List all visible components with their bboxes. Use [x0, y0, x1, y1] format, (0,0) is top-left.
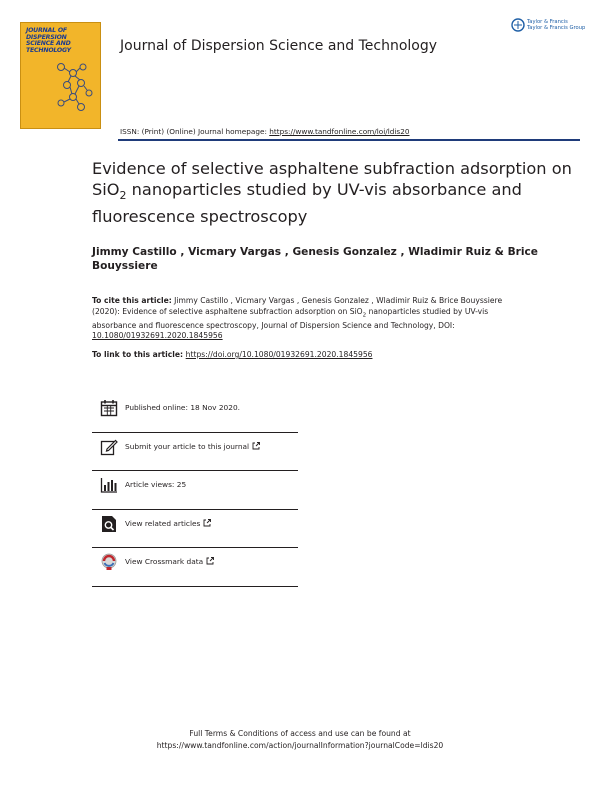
crossmark-icon	[100, 553, 118, 571]
issn-line	[120, 127, 410, 136]
published-row	[92, 394, 298, 433]
external-link-icon	[203, 519, 211, 527]
title-subscript: 2	[119, 189, 127, 203]
cover-title-line: TECHNOLOGY	[26, 46, 71, 54]
related-articles-label: View related articles	[125, 518, 201, 528]
citation-text: nanoparticles studied by UV-vis absorbance and fluorescence spectroscopy, Journal of Dispersion Science and Technology, DOI:	[92, 306, 489, 330]
citation-label: To cite this article:	[92, 296, 172, 305]
article-actions	[92, 394, 298, 587]
crossmark-link[interactable]	[125, 557, 214, 566]
related-articles-link[interactable]	[125, 519, 211, 528]
publisher-logo[interactable]	[511, 18, 585, 32]
publisher-logo-icon	[511, 18, 525, 32]
link-label: To link to this article:	[92, 350, 186, 359]
journal-homepage-link[interactable]: https://www.tandfonline.com/loi/ldis20	[269, 127, 410, 136]
external-link-icon	[252, 442, 260, 450]
header-rule	[118, 139, 580, 141]
calendar-icon	[100, 399, 118, 417]
related-articles-icon	[100, 515, 118, 533]
terms-link[interactable]: https://www.tandfonline.com/action/journalInformation?journalCode=ldis20	[156, 740, 444, 750]
article-doi-link[interactable]: https://doi.org/10.1080/01932691.2020.1845956	[185, 350, 373, 359]
terms-text: Full Terms & Conditions of access and use can be found at	[189, 729, 411, 738]
crossmark-row[interactable]	[92, 548, 298, 587]
cover-title	[26, 28, 98, 54]
doi-link[interactable]: 10.1080/01932691.2020.1845956	[92, 331, 223, 341]
publisher-line: Taylor & Francis	[527, 19, 568, 25]
published-date: Published online: 18 Nov 2020.	[125, 403, 240, 412]
terms-footer	[0, 728, 600, 751]
title-text: nanoparticles studied by UV-vis absorbance and fluorescence spectroscopy	[92, 180, 522, 227]
article-views: Article views: 25	[125, 480, 187, 490]
cover-molecule-art	[51, 59, 97, 119]
submit-article-label: Submit your article to this journal	[125, 441, 250, 451]
cover-title-line: SCIENCE AND	[26, 40, 71, 48]
authors: Jimmy Castillo , Vicmary Vargas , Genesis Gonzalez , Wladimir Ruiz & Brice Bouyssiere	[92, 246, 538, 272]
issn-prefix: ISSN: (Print) (Online) Journal homepage:	[120, 127, 270, 136]
citation-text: Jimmy Castillo , Vicmary Vargas , Genesis Gonzalez , Wladimir Ruiz & Brice Bouyssiere (2020): Evidence of selective asphaltene subfraction adsorption on SiO	[92, 296, 503, 316]
citation-subscript: 2	[362, 312, 367, 319]
citation	[92, 296, 532, 342]
title-text: Evidence of selective asphaltene subfraction adsorption on SiO	[92, 159, 572, 199]
submit-article-row[interactable]	[92, 433, 298, 472]
related-articles-row[interactable]	[92, 510, 298, 549]
submit-article-link[interactable]	[125, 442, 260, 451]
bar-chart-icon	[100, 476, 118, 494]
journal-cover	[20, 22, 101, 129]
cover-title-line: JOURNAL OF	[26, 27, 67, 34]
journal-name[interactable]: Journal of Dispersion Science and Technology	[120, 38, 438, 54]
article-link-line	[92, 350, 532, 359]
article-title	[92, 158, 572, 227]
crossmark-label: View Crossmark data	[125, 557, 204, 567]
cover-title-line: DISPERSION	[26, 33, 67, 41]
publisher-line: Taylor & Francis Group	[527, 25, 586, 31]
article-views-row	[92, 471, 298, 510]
publisher-name	[527, 19, 585, 31]
external-link-icon	[206, 557, 214, 565]
edit-icon	[100, 438, 118, 456]
